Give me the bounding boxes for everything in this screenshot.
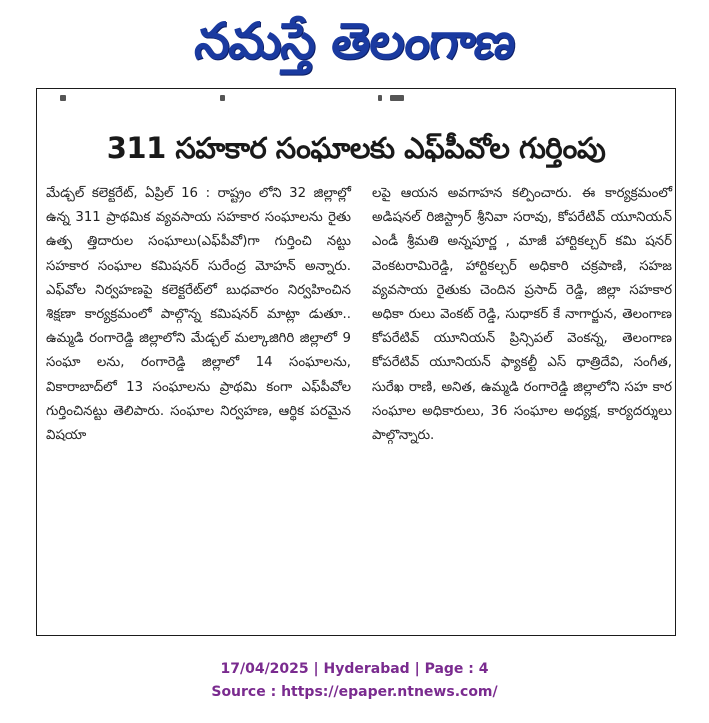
- newspaper-logo: నమస్తే తెలంగాణ: [192, 11, 518, 70]
- article-column-right: [372, 182, 672, 448]
- article-headline: 311 సహకార సంఘాలకు ఎఫ్‌పీవోల గుర్తింపు: [106, 131, 606, 165]
- footer-date-edition: 17/04/2025 | Hyderabad | Page : 4: [220, 661, 489, 677]
- article-column-left: [46, 182, 351, 448]
- left-column-text: మేడ్చల్ కలెక్టరేట్, ఏప్రిల్ 16 : రాష్ట్రం లోని 32 జిల్లాల్లో ఉన్న 311 ప్రాథమిక వ్యవసాయ సహకార సంఘాలను రైతు ఉత్ప త్తిదారుల సంఘాలు(ఎఫ్‌పీవో)గా గుర్తించి నట్టు సహకార సంఘాల కమిషనర్ సురేంద్ర మోహన్ అన్నారు. ఎఫ్‌వోల నిర్వహణపై కలెక్టరేట్‌లో బుధవారం నిర్వహించిన శిక్షణా కార్యక్రమంలో పాల్గొన్న కమిషనర్ మాట్లా డుతూ.. ఉమ్మడి రంగారెడ్డి జిల్లాలోని మేడ్చల్ మల్కాజిగిరి జిల్లాలో 9 సంఘా లను, రంగారెడ్డి జిల్లాలో 14 సంఘాలను, వికారాబాద్‌లో 13 సంఘాలను ప్రాథమి కంగా ఎఫ్‌పీవోల గుర్తించినట్టు తెలిపారు. సంఘాల నిర్వహణ, ఆర్థిక పరమైన విషయా: [46, 186, 351, 444]
- cropped-header-strip: [60, 95, 620, 103]
- right-column-text: లపై ఆయన అవగాహన కల్పించారు. ఈ కార్యక్రమంలో అడిషనల్ రిజిస్ట్రార్ శ్రీనివా సరావు, కోపరేటివ్ యూనియన్ ఎండీ శ్రీమతి అన్నపూర్ణ , మాజీ హార్టికల్చర్ కమి షనర్ వెంకటరామిరెడ్డి, హార్టికల్చర్ అధికారి చక్రపాణి, సహజ వ్యవసాయ రైతుకు చెందిన ప్రసాద్ రెడ్డి, జిల్లా సహకార అధికా రులు వెంకట్ రెడ్డి, సుధాకర్ కే నాగార్జున, తెలంగాణ కోపరేటివ్ యూనియన్ ప్రిన్సిపల్ వెంకన్న, తెలంగాణ కోపరేటివ్ యూనియన్ ఫ్యాకల్టీ ఎస్ ధాత్రిదేవి, సంగీత, సురేఖ రాణి, అనిత, ఉమ్మడి రంగారెడ్డి జిల్లాలోని సహ కార సంఘాల అధికారులు, 36 సంఘాల అధ్యక్ష, కార్యదర్శులు పాల్గొన్నారు.: [372, 186, 672, 444]
- masthead: [0, 0, 709, 90]
- footer-source-link[interactable]: Source : https://epaper.ntnews.com/: [211, 684, 498, 700]
